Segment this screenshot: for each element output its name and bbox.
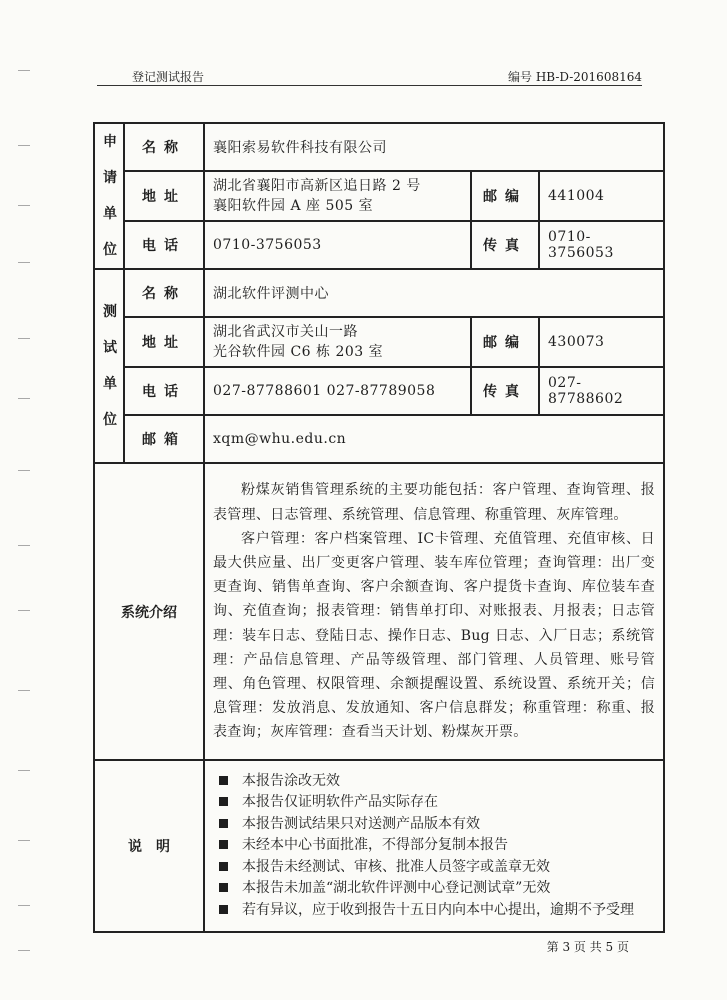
- tester-address-row: [94, 317, 664, 367]
- square-bullet-icon: [219, 862, 228, 871]
- applicant-fax-label: 传真: [471, 221, 539, 269]
- scan-edge-marks: [0, 0, 40, 1000]
- header-divider: [97, 85, 642, 86]
- system-intro-text: [204, 463, 664, 760]
- system-intro-label: 系统介绍: [94, 463, 204, 760]
- tester-phone-row: [94, 367, 664, 415]
- list-item: 本报告未加盖“湖北软件评测中心登记测试章”无效: [213, 878, 655, 900]
- applicant-name-row: [94, 123, 664, 171]
- tester-phone: 027-87788601 027-87789058: [204, 367, 471, 415]
- applicant-postcode-label: 邮编: [471, 171, 539, 221]
- list-item: 本报告测试结果只对送测产品版本有效: [213, 814, 655, 836]
- applicant-fax: 0710-3756053: [539, 221, 664, 269]
- applicant-name-label: 名称: [124, 123, 204, 171]
- registration-table: [93, 122, 665, 933]
- tester-postcode: 430073: [539, 317, 664, 367]
- list-item: 未经本中心书面批准，不得部分复制本报告: [213, 835, 655, 857]
- document-type: 登记测试报告: [132, 70, 205, 84]
- system-intro-paragraph: 客户管理：客户档案管理、IC卡管理、充值管理、充值审核、日最大供应量、出厂变更客户管理、装车库位管理；查询管理：出厂变更查询、销售单查询、客户余额查询、客户提货卡查询、库位装车查询、充值查询；报表管理：销售单打印、对账报表、月报表；日志管理：装车日志、登陆日志、操作日志、Bug 日志、入厂日志；系统管理：产品信息管理、产品等级管理、部门管理、人员管理、账号管理、角色管理、权限管理、余额提醒设置、系统设置、系统开关；信息管理：发放消息、发放通知、客户信息群发；称重管理：称重、报表查询；灰库管理：查看当天计划、粉煤灰开票。: [213, 530, 655, 741]
- tester-email-row: [94, 415, 664, 463]
- tester-name: 湖北软件评测中心: [204, 269, 664, 317]
- tester-name-label: 名称: [124, 269, 204, 317]
- tester-address-label: 地址: [124, 317, 204, 367]
- system-intro-paragraph: 粉煤灰销售管理系统的主要功能包括：客户管理、查询管理、报表管理、日志管理、系统管理、信息管理、称重管理、灰库管理。: [213, 482, 655, 523]
- applicant-address-row: [94, 171, 664, 221]
- list-item: 本报告未经测试、审核、批准人员签字或盖章无效: [213, 857, 655, 879]
- square-bullet-icon: [219, 883, 228, 892]
- tester-postcode-label: 邮编: [471, 317, 539, 367]
- square-bullet-icon: [219, 905, 228, 914]
- square-bullet-icon: [219, 819, 228, 828]
- applicant-postcode: 441004: [539, 171, 664, 221]
- applicant-phone-label: 电话: [124, 221, 204, 269]
- list-item: 本报告仅证明软件产品实际存在: [213, 792, 655, 814]
- tester-email-label: 邮箱: [124, 415, 204, 463]
- tester-fax: 027-87788602: [539, 367, 664, 415]
- system-intro-row: [94, 463, 664, 760]
- applicant-phone: 0710-3756053: [204, 221, 471, 269]
- applicant-address-label: 地址: [124, 171, 204, 221]
- document-number: 编号 HB-D-201608164: [508, 70, 642, 84]
- tester-address: 湖北省武汉市关山一路 光谷软件园 C6 栋 203 室: [204, 317, 471, 367]
- applicant-group-label: 申 请 单 位: [94, 123, 124, 269]
- applicant-address: 湖北省襄阳市高新区追日路 2 号 襄阳软件园 A 座 505 室: [204, 171, 471, 221]
- square-bullet-icon: [219, 797, 228, 806]
- tester-email: xqm@whu.edu.cn: [204, 415, 664, 463]
- tester-name-row: [94, 269, 664, 317]
- list-item: 若有异议，应于收到报告十五日内向本中心提出，逾期不予受理: [213, 900, 655, 922]
- notes-list: [204, 760, 664, 932]
- square-bullet-icon: [219, 776, 228, 785]
- page-number: 第 3 页 共 5 页: [546, 940, 629, 954]
- notes-row: [94, 760, 664, 932]
- list-item: 本报告涂改无效: [213, 771, 655, 793]
- tester-phone-label: 电话: [124, 367, 204, 415]
- tester-group-label: 测 试 单 位: [94, 269, 124, 463]
- notes-label: 说 明: [94, 760, 204, 932]
- applicant-name: 襄阳索易软件科技有限公司: [204, 123, 664, 171]
- square-bullet-icon: [219, 840, 228, 849]
- tester-fax-label: 传真: [471, 367, 539, 415]
- applicant-phone-row: [94, 221, 664, 269]
